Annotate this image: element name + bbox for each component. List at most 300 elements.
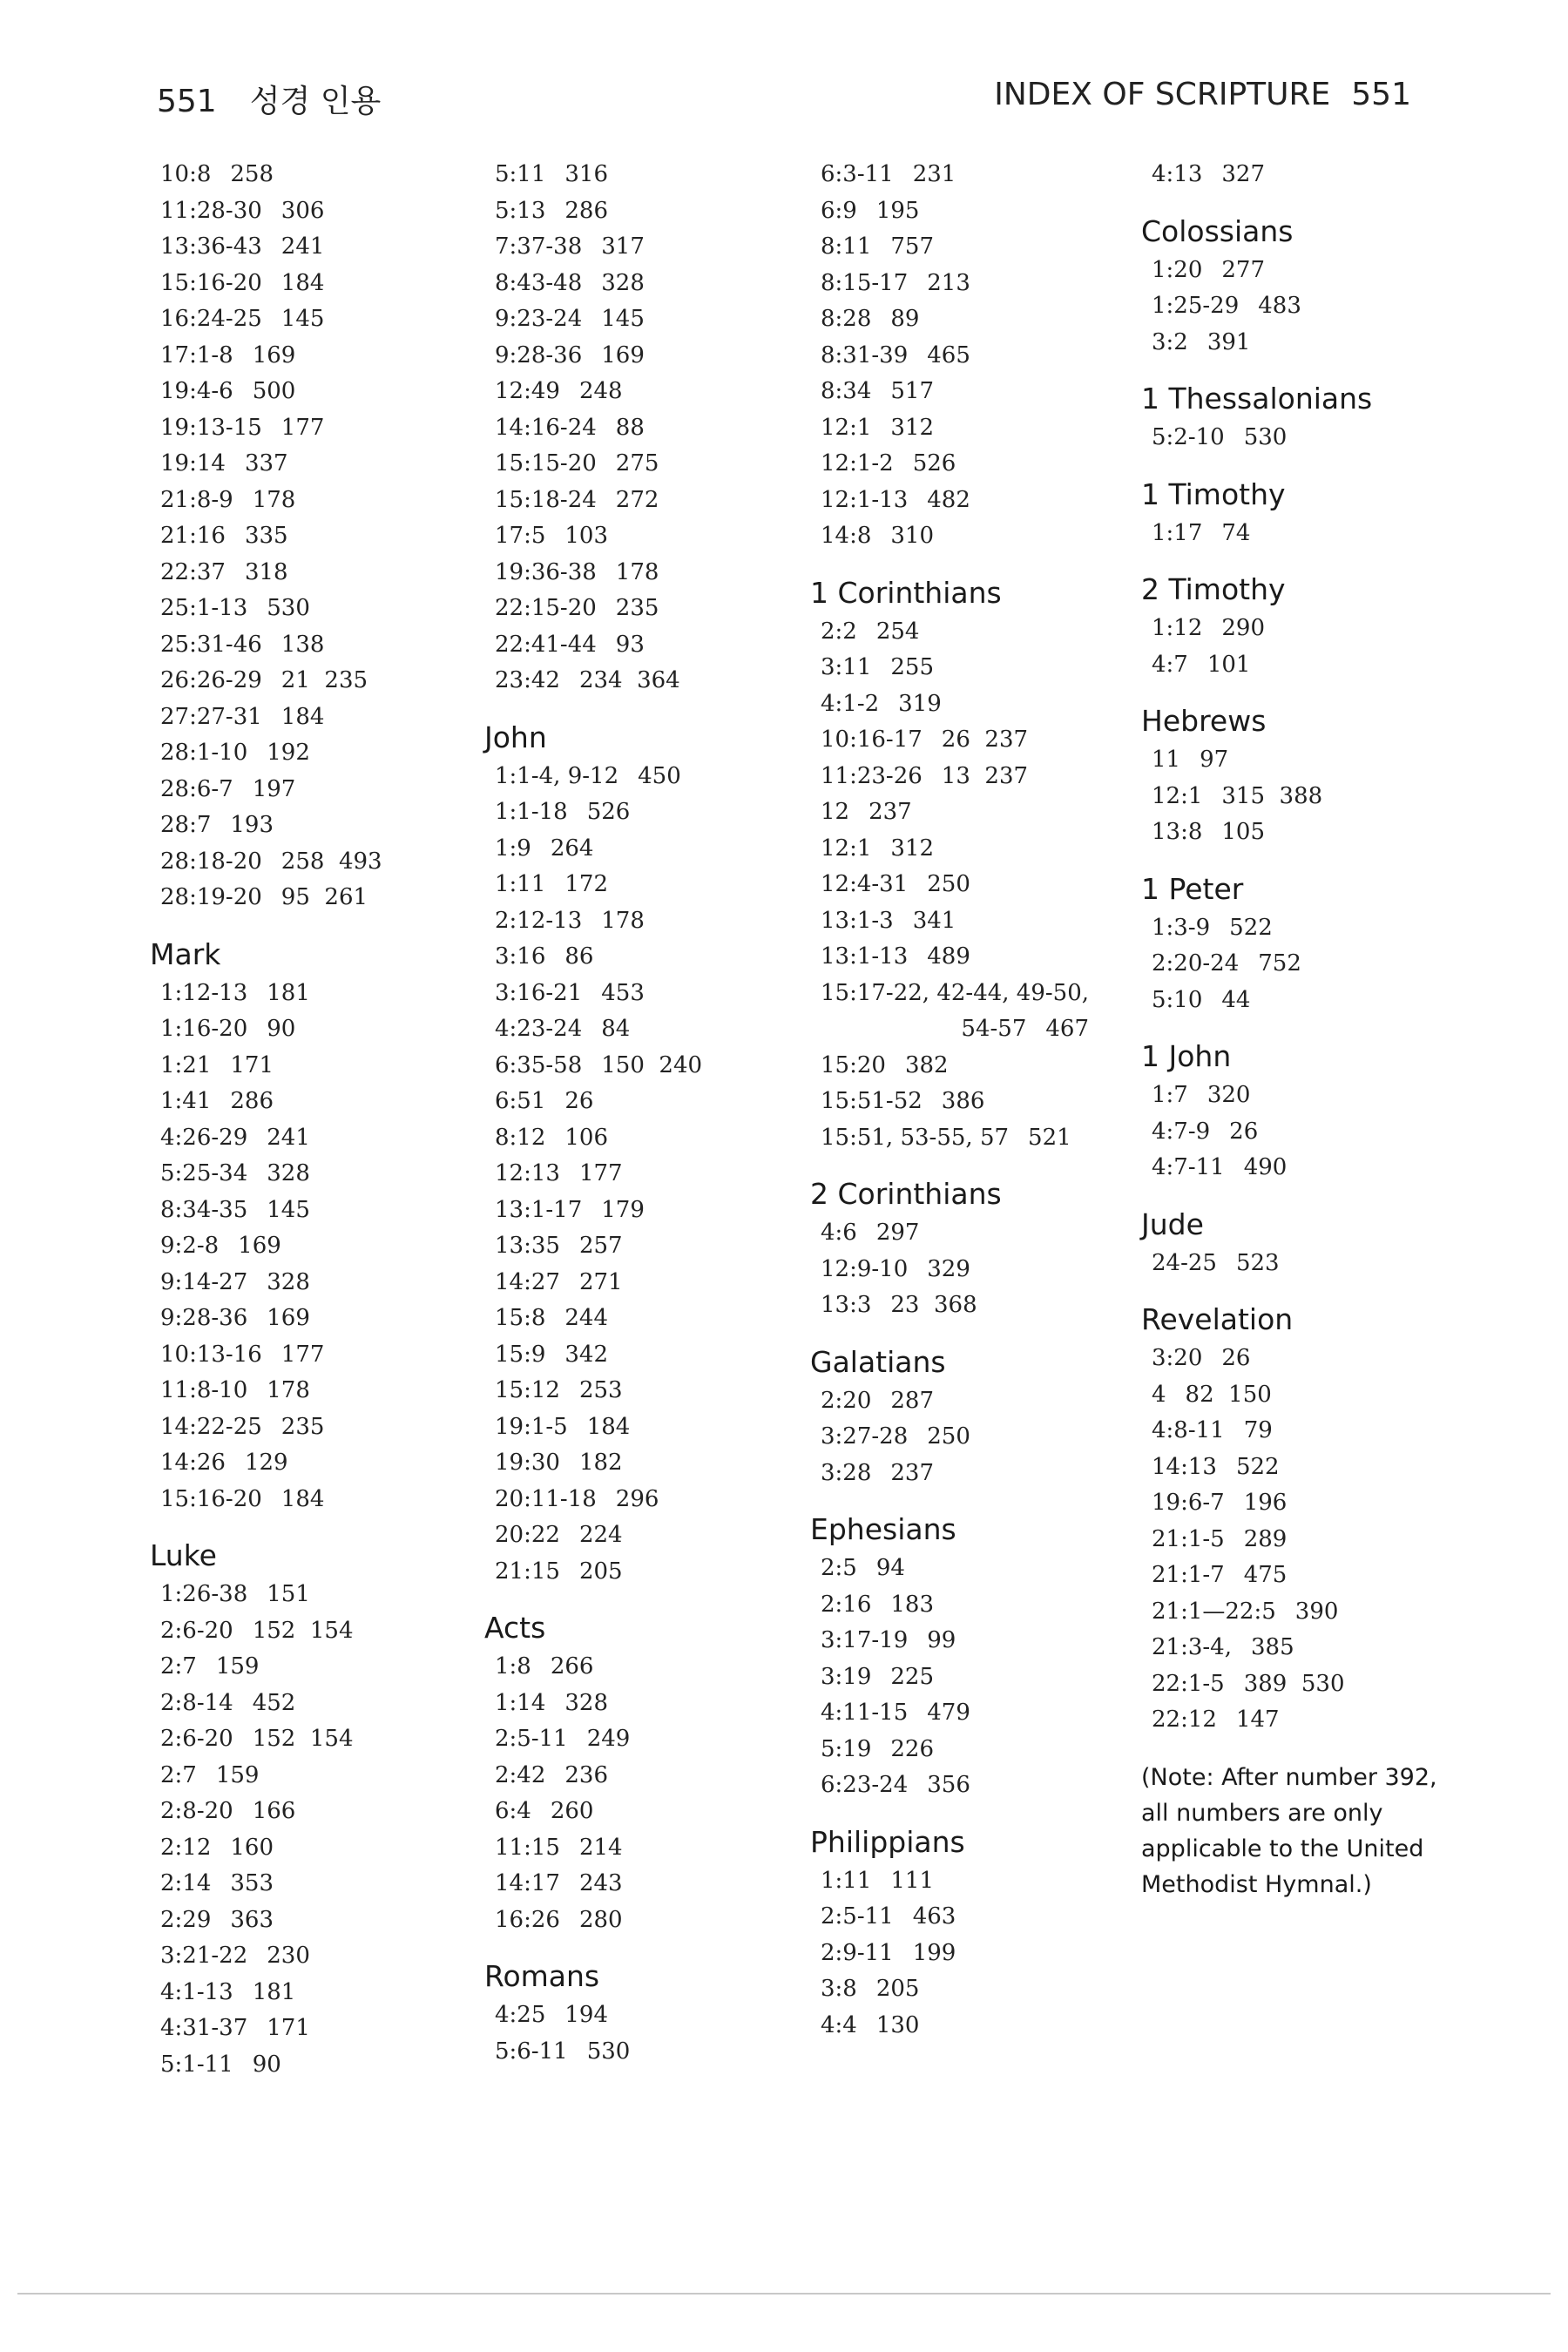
scripture-reference: 4:4 <box>821 2011 857 2038</box>
scripture-reference: 12:1 <box>821 835 872 862</box>
page-number-right: 551 <box>1351 77 1411 112</box>
scripture-reference: 3:28 <box>821 1459 872 1486</box>
index-entry <box>484 1048 798 1085</box>
book-heading: Ephesians <box>810 1512 956 1546</box>
scripture-reference: 5:1-11 <box>160 2051 233 2078</box>
index-entry <box>810 650 1124 686</box>
index-entry <box>810 794 1124 831</box>
hymn-numbers: 500 <box>252 378 296 404</box>
index-entry <box>150 772 463 808</box>
hymn-numbers: 385 <box>1250 1634 1294 1660</box>
scripture-reference: 12:4-31 <box>821 871 909 897</box>
scripture-reference: 21:1—22:5 <box>1152 1598 1276 1625</box>
hymn-numbers: 266 <box>550 1653 594 1680</box>
index-entry <box>150 627 463 664</box>
scripture-reference: 2:16 <box>821 1591 872 1618</box>
index-entry <box>810 1084 1124 1120</box>
index-entry <box>150 1048 463 1085</box>
scripture-reference: 5:11 <box>495 161 546 187</box>
scripture-reference: 22:41-44 <box>495 631 597 658</box>
scripture-reference: 3:19 <box>821 1663 872 1690</box>
index-column-2 <box>484 157 798 2070</box>
index-entry <box>150 2047 463 2084</box>
book-heading: Revelation <box>1141 1302 1294 1336</box>
index-entry <box>810 976 1124 1012</box>
scripture-reference: 15:18-24 <box>495 486 597 513</box>
scripture-reference: 4:1-13 <box>160 1978 233 2005</box>
book-heading: 2 Timothy <box>1141 572 1286 606</box>
index-entry <box>1141 1078 1472 1114</box>
scripture-reference: 2:20 <box>821 1387 872 1414</box>
hymn-numbers: 286 <box>230 1088 274 1114</box>
index-entry <box>150 1577 463 1613</box>
scripture-reference: 4:26-29 <box>160 1124 248 1151</box>
scripture-reference: 8:12 <box>495 1124 546 1151</box>
hymn-numbers: 95 261 <box>280 884 368 910</box>
hymn-numbers: 184 <box>280 1485 325 1512</box>
index-entry <box>484 939 798 976</box>
hymn-numbers: 178 <box>615 558 659 585</box>
index-entry <box>810 1587 1124 1624</box>
hymn-numbers: 316 <box>564 161 609 187</box>
index-entry <box>484 1794 798 1830</box>
hymn-numbers: 243 <box>578 1870 623 1896</box>
hymn-numbers: 530 <box>267 595 310 621</box>
hymn-numbers: 169 <box>267 1305 310 1331</box>
hymn-numbers: 197 <box>252 775 296 802</box>
index-entry <box>150 1903 463 1939</box>
scripture-reference: 15:51, 53-55, 57 <box>821 1124 1010 1151</box>
index-entry <box>484 1482 798 1518</box>
index-entry <box>150 266 463 302</box>
hymn-numbers: 277 <box>1221 256 1266 283</box>
scripture-reference: 4:13 <box>1152 161 1203 187</box>
hymn-numbers: 93 <box>615 631 645 658</box>
index-entry <box>484 903 798 940</box>
hymn-numbers: 328 <box>601 269 645 296</box>
scripture-reference: 13:8 <box>1152 819 1203 845</box>
index-entry <box>1141 946 1472 983</box>
hymn-numbers: 250 <box>927 1423 970 1450</box>
scripture-reference: 13:35 <box>495 1233 560 1259</box>
hymn-numbers: 297 <box>875 1220 920 1246</box>
hymn-numbers: 181 <box>252 1978 296 2005</box>
header-korean-title: 성경 인용 <box>249 84 382 119</box>
index-entry <box>150 808 463 844</box>
scripture-reference: 16:24-25 <box>160 306 262 332</box>
scripture-reference: 11:15 <box>495 1834 560 1861</box>
hymn-numbers: 147 <box>1235 1707 1280 1733</box>
hymn-numbers: 86 <box>564 943 594 970</box>
hymn-numbers: 205 <box>875 1976 920 2002</box>
index-entry <box>150 1120 463 1157</box>
hymn-numbers: 205 <box>578 1558 623 1585</box>
index-entry <box>150 1721 463 1758</box>
hymn-numbers: 254 <box>875 618 920 645</box>
scripture-reference: 9:2-8 <box>160 1233 220 1259</box>
hymn-numbers: 328 <box>564 1689 609 1716</box>
hymn-numbers: 84 <box>601 1016 631 1042</box>
scripture-reference: 21:1-5 <box>1152 1525 1225 1552</box>
hymn-numbers: 530 <box>1243 424 1288 450</box>
index-entry <box>810 1623 1124 1659</box>
index-entry <box>150 1084 463 1120</box>
index-entry <box>1141 253 1472 289</box>
scripture-reference: 4:7-11 <box>1152 1154 1225 1180</box>
hymn-numbers: 182 <box>578 1450 623 1476</box>
scripture-reference: 25:31-46 <box>160 631 262 658</box>
index-entry <box>150 880 463 916</box>
scripture-reference: 21:1-7 <box>1152 1562 1225 1588</box>
scripture-reference: 14:22-25 <box>160 1413 262 1440</box>
hymn-numbers: 450 <box>638 762 681 789</box>
scripture-reference: 2:20-24 <box>1152 950 1240 977</box>
scripture-reference: 1:1-4, 9-12 <box>495 762 619 789</box>
footer-rule <box>17 2293 1551 2295</box>
hymn-numbers: 178 <box>252 486 296 513</box>
index-entry <box>150 1649 463 1686</box>
scripture-reference: 3:21-22 <box>160 1943 248 1969</box>
hymn-numbers: 234 364 <box>578 667 680 693</box>
index-entry <box>484 1554 798 1591</box>
index-entry <box>1141 910 1472 947</box>
hymn-numbers: 130 <box>875 2011 920 2038</box>
scripture-reference: 4:11-15 <box>821 1700 909 1726</box>
index-entry <box>1141 1413 1472 1450</box>
scripture-reference: 12:1-2 <box>821 450 894 476</box>
hymn-numbers: 523 <box>1235 1249 1280 1276</box>
scripture-reference: 14:27 <box>495 1268 560 1295</box>
index-entry <box>1141 1594 1472 1631</box>
hymn-numbers: 184 <box>280 269 325 296</box>
index-entry <box>150 483 463 519</box>
scripture-reference: 10:16-17 <box>821 727 923 753</box>
hymn-numbers: 452 <box>252 1689 296 1716</box>
hymn-numbers: 183 <box>890 1591 935 1618</box>
hymn-numbers: 253 <box>578 1377 623 1403</box>
scripture-reference: 21:15 <box>495 1558 560 1585</box>
scripture-reference: 2:7 <box>160 1653 197 1680</box>
hymn-numbers: 178 <box>267 1377 310 1403</box>
hymn-numbers: 44 <box>1221 986 1251 1013</box>
scripture-reference: 3:17-19 <box>821 1627 909 1653</box>
scripture-reference: 8:43-48 <box>495 269 583 296</box>
scripture-reference: 1:1-18 <box>495 799 568 825</box>
hymn-numbers: 241 <box>280 233 325 260</box>
hymn-numbers: 337 <box>244 450 288 476</box>
hymn-numbers: 195 <box>875 197 920 224</box>
scripture-reference: 5:10 <box>1152 986 1203 1013</box>
hymn-numbers: 171 <box>230 1051 274 1078</box>
scripture-reference: 21:8-9 <box>160 486 233 513</box>
hymn-numbers: 235 <box>615 595 659 621</box>
hymn-numbers: 21 235 <box>280 667 368 693</box>
hymn-numbers: 353 <box>230 1870 274 1896</box>
index-entry <box>484 410 798 447</box>
hymn-numbers: 129 <box>244 1450 288 1476</box>
index-entry <box>1141 1666 1472 1703</box>
index-entry <box>810 193 1124 230</box>
hymn-numbers: 82 150 <box>1185 1381 1272 1408</box>
scripture-reference: 14:17 <box>495 1870 560 1896</box>
hymn-numbers: 90 <box>252 2051 281 2078</box>
index-entry <box>810 157 1124 193</box>
hymn-numbers: 264 <box>550 835 594 862</box>
scripture-reference: 2:12-13 <box>495 907 583 934</box>
index-entry <box>150 555 463 591</box>
scripture-reference: 22:37 <box>160 558 226 585</box>
book-heading: 1 Peter <box>1141 871 1244 906</box>
index-column-4 <box>1141 157 1472 1903</box>
scripture-reference: 24-25 <box>1152 1249 1217 1276</box>
scripture-reference: 3:16-21 <box>495 979 583 1006</box>
scripture-reference: 2:8-20 <box>160 1798 233 1824</box>
scripture-reference: 1:11 <box>495 871 546 897</box>
scripture-reference: 10:13-16 <box>160 1341 262 1368</box>
index-entry <box>810 1732 1124 1768</box>
hymn-numbers: 178 <box>601 907 645 934</box>
scripture-reference: 12:49 <box>495 378 560 404</box>
scripture-reference: 20:11-18 <box>495 1485 597 1512</box>
scripture-reference: 16:26 <box>495 1906 560 1933</box>
hymn-numbers: 255 <box>890 654 935 680</box>
index-entry <box>150 1193 463 1229</box>
scripture-reference: 4:7 <box>1152 651 1188 678</box>
index-entry <box>150 374 463 410</box>
hymn-numbers: 152 154 <box>252 1726 354 1752</box>
index-entry <box>1141 1246 1472 1282</box>
hymn-numbers: 306 <box>280 197 325 224</box>
index-entry <box>810 1048 1124 1085</box>
scripture-reference: 3:11 <box>821 654 872 680</box>
index-entry <box>150 1482 463 1518</box>
hymn-numbers: 257 <box>578 1233 623 1259</box>
scripture-reference: 15:12 <box>495 1377 560 1403</box>
hymn-numbers: 231 <box>912 161 956 187</box>
scripture-reference: 1:12-13 <box>160 979 248 1006</box>
scripture-reference: 14:13 <box>1152 1453 1217 1480</box>
index-entry <box>484 831 798 868</box>
scripture-reference: 8:15-17 <box>821 269 909 296</box>
scripture-reference: 1:16-20 <box>160 1016 248 1042</box>
index-entry <box>150 1758 463 1794</box>
index-entry <box>150 1156 463 1193</box>
index-entry <box>150 844 463 881</box>
hymn-numbers: 194 <box>564 2002 609 2028</box>
scripture-reference: 8:34-35 <box>160 1196 248 1223</box>
index-entry <box>1141 1114 1472 1151</box>
hymn-numbers: 317 <box>601 233 645 260</box>
index-entry <box>150 229 463 266</box>
index-entry <box>484 1830 798 1867</box>
hymn-numbers: 272 <box>615 486 659 513</box>
index-entry <box>150 1613 463 1650</box>
hymn-numbers: 244 <box>564 1305 609 1331</box>
index-entry <box>484 193 798 230</box>
scripture-reference: 1:17 <box>1152 519 1203 546</box>
hymn-numbers: 391 <box>1206 328 1251 355</box>
index-entry <box>150 1794 463 1830</box>
hymn-numbers: 482 <box>927 486 970 513</box>
index-entry <box>484 1265 798 1301</box>
scripture-reference: 22:12 <box>1152 1707 1217 1733</box>
scripture-reference: 2:6-20 <box>160 1617 233 1644</box>
index-entry <box>150 1409 463 1446</box>
index-entry <box>1141 1450 1472 1486</box>
index-entry <box>484 976 798 1012</box>
hymn-numbers: 226 <box>890 1735 935 1762</box>
scripture-reference: 12 <box>821 799 850 825</box>
scripture-reference: 12:9-10 <box>821 1255 909 1282</box>
hymn-numbers: 159 <box>215 1761 260 1788</box>
scripture-reference: 5:6-11 <box>495 2038 568 2065</box>
index-entry <box>484 1373 798 1409</box>
scripture-reference: 19:1-5 <box>495 1413 568 1440</box>
scripture-reference: 21:3-4, <box>1152 1634 1232 1660</box>
index-entry <box>484 1758 798 1794</box>
scripture-reference: 17:1-8 <box>160 341 233 368</box>
scripture-reference: 19:13-15 <box>160 414 262 441</box>
book-heading: 1 Corinthians <box>810 575 1002 610</box>
scripture-reference: 23:42 <box>495 667 560 693</box>
index-entry <box>484 1686 798 1722</box>
index-entry <box>1141 1630 1472 1666</box>
scripture-reference: 2:7 <box>160 1761 197 1788</box>
scripture-reference: 54-57 <box>961 1016 1027 1042</box>
hymn-numbers: 312 <box>890 414 935 441</box>
hymn-numbers: 390 <box>1294 1598 1339 1625</box>
index-entry <box>484 157 798 193</box>
scripture-reference: 1:41 <box>160 1088 212 1114</box>
hymn-numbers: 230 <box>267 1943 310 1969</box>
index-entry <box>484 1409 798 1446</box>
scripture-reference: 12:1-13 <box>821 486 909 513</box>
book-heading: Galatians <box>810 1344 946 1379</box>
hymn-numbers: 463 <box>912 1903 956 1930</box>
hymn-numbers: 382 <box>904 1051 949 1078</box>
scripture-reference: 14:16-24 <box>495 414 597 441</box>
index-entry <box>484 1649 798 1686</box>
index-entry <box>810 939 1124 976</box>
hymn-numbers: 166 <box>252 1798 296 1824</box>
hymn-numbers: 275 <box>615 450 659 476</box>
index-entry <box>1141 1702 1472 1739</box>
index-entry <box>810 374 1124 410</box>
hymn-numbers: 389 530 <box>1243 1670 1345 1697</box>
index-entry <box>1141 420 1472 456</box>
book-heading: Jude <box>1141 1206 1204 1241</box>
book-heading: John <box>484 720 547 754</box>
index-entry <box>150 301 463 338</box>
scripture-reference: 4 <box>1152 1381 1166 1408</box>
hymn-numbers: 74 <box>1221 519 1251 546</box>
scripture-reference: 28:19-20 <box>160 884 262 910</box>
index-entry <box>150 700 463 736</box>
scripture-reference: 13:1-13 <box>821 943 909 970</box>
scripture-reference: 12:1 <box>821 414 872 441</box>
scripture-reference: 19:6-7 <box>1152 1490 1225 1516</box>
hymn-numbers: 79 <box>1243 1417 1273 1443</box>
index-entry <box>1141 1558 1472 1594</box>
scripture-reference: 1:3-9 <box>1152 914 1211 941</box>
scripture-reference: 2:14 <box>160 1870 212 1896</box>
hymn-numbers: 94 <box>875 1555 905 1581</box>
index-entry <box>150 410 463 447</box>
scripture-reference: 25:1-13 <box>160 595 248 621</box>
index-entry <box>150 338 463 375</box>
index-entry <box>810 1120 1124 1157</box>
scripture-reference: 15:8 <box>495 1305 546 1331</box>
scripture-reference: 1:20 <box>1152 256 1203 283</box>
hymn-numbers: 26 <box>1229 1118 1259 1145</box>
scripture-reference: 9:14-27 <box>160 1268 248 1295</box>
hymn-numbers: 111 <box>890 1867 935 1894</box>
hymn-numbers: 479 <box>927 1700 970 1726</box>
scripture-reference: 12:1 <box>1152 782 1203 809</box>
index-entry <box>484 1903 798 1939</box>
index-entry <box>810 410 1124 447</box>
scripture-reference: 3:20 <box>1152 1345 1203 1371</box>
index-entry <box>484 867 798 903</box>
hymn-numbers: 235 <box>280 1413 325 1440</box>
book-heading: 2 Corinthians <box>810 1177 1002 1211</box>
book-heading: Romans <box>484 1959 600 1993</box>
hymn-numbers: 169 <box>252 341 296 368</box>
scripture-reference: 4:31-37 <box>160 2015 248 2041</box>
book-heading: Luke <box>150 1538 217 1572</box>
hymn-numbers: 453 <box>601 979 645 1006</box>
index-entry <box>484 759 798 795</box>
index-entry <box>484 483 798 519</box>
scripture-reference: 13:36-43 <box>160 233 262 260</box>
page-header <box>157 77 1411 120</box>
index-column-1 <box>150 157 463 2083</box>
scripture-reference: 2:5-11 <box>495 1726 568 1752</box>
scripture-reference: 8:31-39 <box>821 341 909 368</box>
index-entry <box>1141 983 1472 1019</box>
scripture-reference: 14:26 <box>160 1450 226 1476</box>
index-entry <box>1141 516 1472 552</box>
scripture-reference: 11 <box>1152 747 1181 773</box>
scripture-reference: 26:26-29 <box>160 667 262 693</box>
scripture-reference: 27:27-31 <box>160 703 262 730</box>
index-entry <box>150 1686 463 1722</box>
hymn-numbers: 172 <box>564 871 609 897</box>
scripture-reference: 20:22 <box>495 1522 560 1548</box>
scripture-reference: 2:8-14 <box>160 1689 233 1716</box>
hymn-numbers: 363 <box>230 1906 274 1933</box>
index-entry <box>150 591 463 627</box>
index-entry <box>484 794 798 831</box>
hymn-numbers: 249 <box>586 1726 631 1752</box>
scripture-reference: 8:28 <box>821 306 872 332</box>
index-entry <box>484 1011 798 1048</box>
hymn-numbers: 184 <box>586 1413 631 1440</box>
scripture-reference: 13:1-17 <box>495 1196 583 1223</box>
scripture-reference: 4:8-11 <box>1152 1417 1225 1443</box>
header-right <box>994 77 1411 112</box>
index-entry <box>810 1971 1124 2008</box>
scripture-reference: 1:9 <box>495 835 531 862</box>
scripture-reference: 9:28-36 <box>160 1305 248 1331</box>
index-entry <box>150 976 463 1012</box>
scripture-reference: 15:15-20 <box>495 450 597 476</box>
scripture-reference: 2:29 <box>160 1906 212 1933</box>
scripture-reference: 3:16 <box>495 943 546 970</box>
index-entry <box>1141 1485 1472 1522</box>
index-entry <box>484 627 798 664</box>
scripture-reference: 4:1-2 <box>821 690 880 717</box>
